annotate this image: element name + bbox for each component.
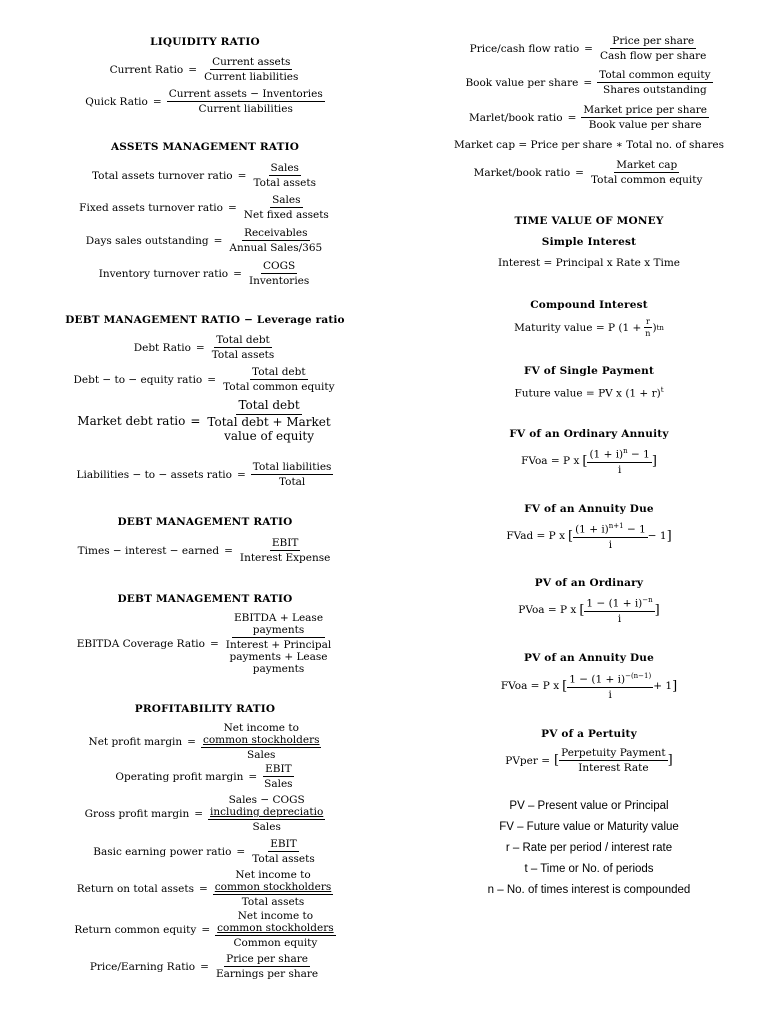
debt-leverage-heading: DEBT MANAGEMENT RATIO − Leverage ratio [65, 314, 345, 326]
numerator: Price per share [610, 35, 696, 49]
denominator: Book value per share [588, 119, 702, 132]
numerator: $1 - (1 + i)^{-(n-1)}$ [567, 672, 653, 688]
debt-to-equity-formula: Debt − to − equity ratio = $\frac{\text{Total debt}}{\text{Total common equity}}$ [73, 366, 335, 394]
denominator: i [617, 463, 622, 476]
numerator: Current assets − Inventories [167, 88, 325, 102]
denominator: Sales [252, 821, 281, 834]
formula-label: Quick Ratio [85, 95, 148, 108]
formula-label: Basic earning power ratio [93, 845, 232, 858]
return-on-total-assets-formula: Return on total assets = Net income to common stockholders Total assets [76, 869, 332, 909]
numerator: Net income to common stockholders [201, 722, 322, 748]
denominator: Interest Expense [239, 552, 331, 565]
formula-label: Inventory turnover ratio [98, 267, 229, 280]
numerator: Sales [269, 162, 301, 176]
denominator: i [608, 688, 612, 701]
numerator: Net income to common stockholders [213, 869, 334, 895]
tvm-heading: TIME VALUE OF MONEY [514, 215, 664, 227]
formula-label: FVoa = P x [500, 680, 560, 693]
pv-annuity-due-heading: PV of an Annuity Due [523, 652, 655, 664]
fv-single-heading: FV of Single Payment [523, 365, 655, 377]
basic-earning-power-formula: Basic earning power ratio = $\frac{\text{EBIT}}{\text{Total assets}}$ [93, 838, 315, 866]
denominator: Total assets [211, 349, 275, 362]
marlet-book-ratio-formula: Marlet/book ratio = $\frac{\text{Market price per share}}{\text{Book value per share}}$ [468, 104, 708, 132]
definition-r: r – Rate per period / interest rate [505, 842, 673, 854]
formula-label: FVoa = P x [521, 455, 580, 468]
fv-ordinary-annuity-heading: FV of an Ordinary Annuity [509, 428, 669, 440]
formula-label: Marlet/book ratio [468, 111, 563, 124]
numerator: Perpetuity Payment [559, 747, 668, 761]
denominator: i [617, 612, 622, 625]
numerator: EBITDA + Lease payments [232, 612, 325, 638]
numerator: Sales [270, 194, 302, 208]
definition-t: t – Time or No. of periods [524, 863, 654, 875]
numerator: Net income to common stockholders [215, 910, 336, 936]
pv-perpetuity-formula: PVper = [ $\frac{\text{Perpetuity Payment}}{\text{Interest Rate}}$ ] [505, 747, 673, 775]
simple-interest-heading: Simple Interest [541, 236, 637, 248]
denominator: Sales [247, 749, 276, 762]
quick-ratio-formula: Quick Ratio = $\frac{\text{Current assets − Inventories}}{\text{Current liabilities}}$ [85, 88, 323, 116]
profitability-heading: PROFITABILITY RATIO [134, 703, 276, 715]
pv-ordinary-formula: PVoa = P x [ $\frac{1 - (1 + i)^{-n}}{i}$ ] [518, 596, 660, 625]
numerator: Current assets [210, 56, 292, 70]
pv-annuity-due-formula: FVoa = P x [ $\frac{1 - (1 + i)^{-(n-1)}}{i}$ + 1 ] [500, 672, 678, 701]
pv-ordinary-heading: PV of an Ordinary [534, 577, 644, 589]
gross-profit-margin-formula: Gross profit margin = Sales − COGS including depreciatio Sales [84, 794, 324, 834]
market-cap-formula: Market cap = Price per share ∗ Total no. of shares [454, 139, 724, 151]
return-common-equity-formula: Return common equity = Net income to common stockholders Common equity [74, 910, 334, 950]
exponent: tn [656, 323, 664, 332]
assets-mgmt-heading: ASSETS MANAGEMENT RATIO [110, 141, 300, 153]
formula-label: Maturity value = P (1 + [514, 321, 642, 334]
numerator: Price per share [224, 953, 310, 967]
numerator: Market cap [614, 159, 679, 173]
numerator: EBIT [270, 537, 301, 551]
definition-pv: PV – Present value or Principal [509, 800, 669, 812]
denominator: Total common equity [590, 174, 703, 187]
market-book-ratio-formula: Market/book ratio = $\frac{\text{Market cap}}{\text{Total common equity}}$ [473, 159, 703, 187]
numerator: Sales − COGS including depreciatio [208, 794, 325, 820]
inventory-turnover-formula: Inventory turnover ratio = $\frac{\text{COGS}}{\text{Inventories}}$ [98, 260, 310, 288]
fixed-assets-turnover-formula: Fixed assets turnover ratio = $\frac{\text{Sales}}{\text{Net fixed assets}}$ [79, 194, 329, 222]
numerator: $1 - (1 + i)^{-n}$ [584, 596, 654, 612]
times-interest-earned-formula: Times − interest − earned = $\frac{\text{EBIT}}{\text{Interest Expense}}$ [77, 537, 331, 565]
denominator: Current liabilities [204, 71, 299, 84]
formula-label: Days sales outstanding [85, 234, 209, 247]
denominator: i [608, 538, 613, 551]
formula-label: Liabilities − to − assets ratio [76, 468, 232, 481]
formula-label: Net profit margin [88, 735, 183, 748]
formula-label: Times − interest − earned [77, 544, 220, 557]
formula-label: Market/book ratio [473, 166, 571, 179]
numerator: COGS [261, 260, 297, 274]
formula-label: Gross profit margin [84, 807, 190, 820]
formula-label: Debt Ratio [133, 341, 191, 354]
current-ratio-formula: Current Ratio = $\frac{\text{Current assets}}{\text{Current liabilities}}$ [109, 56, 299, 84]
denominator: Total debt + Market value of equity [207, 414, 331, 443]
denominator: Interest Rate [578, 762, 649, 775]
denominator: Total assets [252, 853, 315, 866]
liabilities-to-assets-formula: Liabilities − to − assets ratio = $\frac{\text{Total liabilities}}{\text{Total}}$ [76, 461, 332, 489]
formula-label: Return on total assets [76, 882, 194, 895]
numerator: Receivables [242, 227, 309, 241]
formula-label: PVper = [505, 754, 551, 767]
debt-mgmt-heading-1: DEBT MANAGEMENT RATIO [117, 516, 293, 528]
formula-label: Return common equity [74, 923, 197, 936]
numerator: Total debt [236, 399, 301, 415]
formula-label: Market debt ratio [77, 414, 186, 429]
numerator: Total common equity [597, 69, 712, 83]
definition-fv: FV – Future value or Maturity value [499, 821, 679, 833]
formula-label: FVad = P x [506, 530, 565, 543]
fv-ordinary-annuity-formula: FVoa = P x [ $\frac{(1 + i)^n - 1}{i}$ ] [521, 447, 657, 476]
denominator: Current liabilities [198, 103, 293, 116]
pv-perpetuity-heading: PV of a Pertuity [541, 728, 637, 740]
formula-label: Price/Earning Ratio [89, 960, 196, 973]
formula-label: EBITDA Coverage Ratio [76, 637, 205, 650]
denominator: Total [278, 476, 306, 489]
price-earning-ratio-formula: Price/Earning Ratio = $\frac{\text{Price per share}}{\text{Earnings per share}}$ [89, 953, 319, 981]
numerator: r [644, 317, 652, 328]
denominator: Total assets [241, 896, 305, 909]
denominator: Sales [264, 778, 293, 791]
denominator: Total common equity [223, 381, 335, 394]
operating-profit-margin-formula: Operating profit margin = $\frac{\text{EBIT}}{\text{Sales}}$ [115, 763, 293, 791]
numerator: EBIT [268, 838, 299, 852]
denominator: Cash flow per share [599, 50, 707, 63]
definition-n: n – No. of times interest is compounded [487, 884, 691, 896]
compound-interest-formula: Maturity value = P (1 + $\frac{r}{n}$ ) tn [514, 317, 664, 339]
formula-label: Operating profit margin [115, 770, 244, 783]
compound-interest-heading: Compound Interest [530, 299, 648, 311]
numerator: Total liabilities [251, 461, 334, 475]
debt-ratio-formula: Debt Ratio = $\frac{\text{Total debt}}{\text{Total assets}}$ [133, 334, 275, 362]
numerator: $(1 + i)^{n+1} - 1$ [573, 522, 648, 538]
total-assets-turnover-formula: Total assets turnover ratio = $\frac{\text{Sales}}{\text{Total assets}}$ [91, 162, 316, 190]
denominator: Interest + Principal payments + Lease payments [225, 639, 332, 676]
formula-label: Fixed assets turnover ratio [79, 201, 223, 214]
debt-mgmt-heading-2: DEBT MANAGEMENT RATIO [117, 593, 293, 605]
fv-annuity-due-heading: FV of an Annuity Due [524, 503, 654, 515]
formula-label: Debt − to − equity ratio [73, 373, 203, 386]
numerator: Total debt [214, 334, 272, 348]
denominator: Earnings per share [215, 968, 319, 981]
formula-label: PVoa = P x [518, 604, 577, 617]
denominator: n [645, 329, 651, 339]
denominator: Common equity [233, 937, 318, 950]
formula-label: Total assets turnover ratio [91, 169, 233, 182]
numerator: Market price per share [581, 104, 709, 118]
denominator: Shares outstanding [603, 84, 707, 97]
price-cash-flow-formula: Price/cash flow ratio = $\frac{\text{Price per share}}{\text{Cash flow per share}}$ [469, 35, 707, 63]
denominator: Net fixed assets [243, 209, 329, 222]
ebitda-coverage-formula: EBITDA Coverage Ratio = EBITDA + Lease payments Interest + Principal payments + Lease payments [76, 612, 332, 676]
simple-interest-formula: Interest = Principal x Rate x Time [497, 257, 680, 269]
numerator: Total debt [250, 366, 308, 380]
numerator: $(1 + i)^n - 1$ [587, 447, 651, 463]
numerator: EBIT [263, 763, 294, 777]
formula-label: Book value per share [465, 76, 579, 89]
net-profit-margin-formula: Net profit margin = Net income to common stockholders Sales [88, 722, 320, 762]
formula-label: Price/cash flow ratio [469, 42, 580, 55]
denominator: Annual Sales/365 [229, 242, 323, 255]
fv-annuity-due-formula: FVad = P x [ $\frac{(1 + i)^{n+1} - 1}{i}$ − 1 ] [506, 522, 672, 551]
book-value-per-share-formula: Book value per share = $\frac{\text{Total common equity}}{\text{Shares outstanding}}$ [465, 69, 711, 97]
fv-single-formula: Future value = PV x $(1 + r)^t$ [514, 386, 664, 400]
formula-label: Current Ratio [109, 63, 184, 76]
liquidity-heading: LIQUIDITY RATIO [150, 36, 260, 48]
days-sales-outstanding-formula: Days sales outstanding = $\frac{\text{Receivables}}{\text{Annual Sales/365}}$ [85, 227, 323, 255]
denominator: Total assets [253, 177, 316, 190]
market-debt-ratio-formula: Market debt ratio = Total debt Total debt + Market value of equity [77, 398, 331, 443]
denominator: Inventories [248, 275, 310, 288]
